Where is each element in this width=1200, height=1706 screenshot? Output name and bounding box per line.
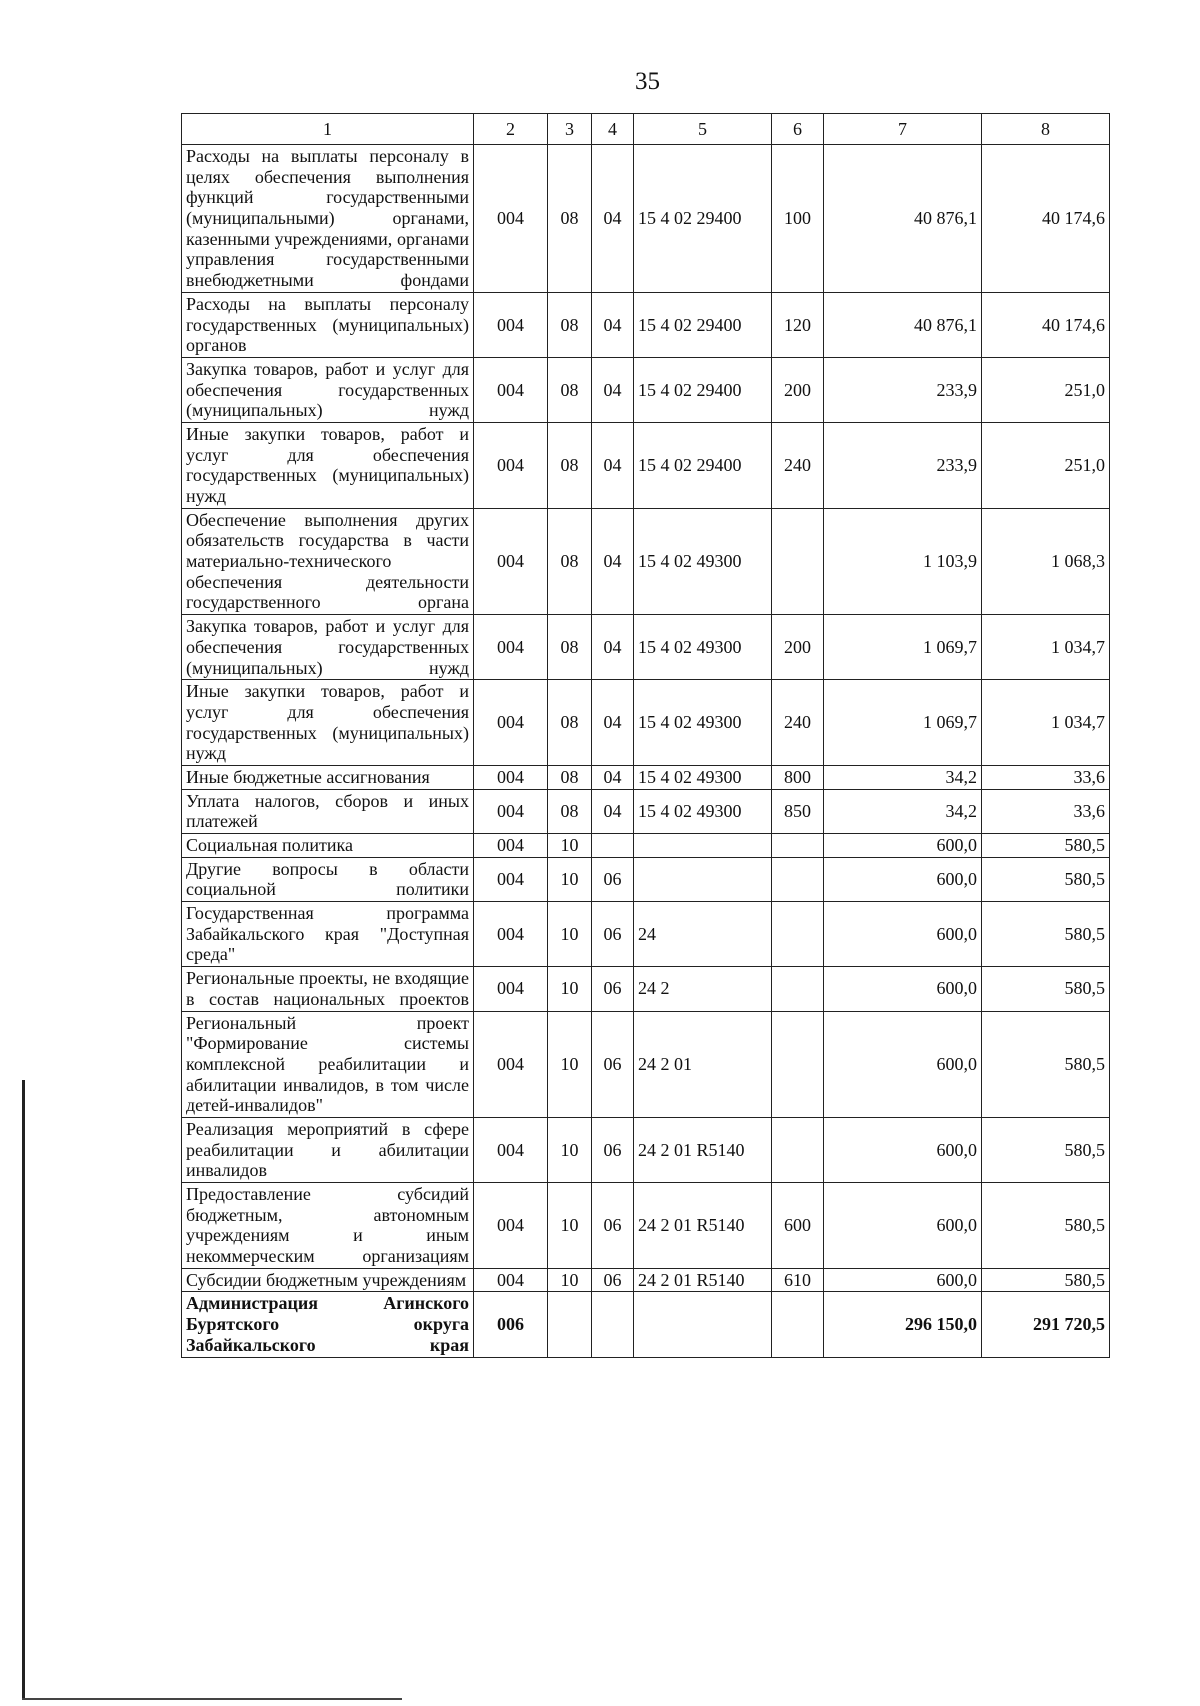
- amount-year2-cell: 580,5: [982, 967, 1110, 1011]
- subsection-code-cell: 04: [592, 292, 634, 357]
- target-article-cell: 15 4 02 29400: [634, 145, 772, 293]
- row-name-cell: Социальная политика: [182, 834, 474, 858]
- table-row: [182, 765, 1110, 789]
- table-row: [182, 902, 1110, 967]
- amount-year1-cell: 600,0: [824, 902, 982, 967]
- table-row: [182, 857, 1110, 901]
- target-article-cell: 15 4 02 49300: [634, 765, 772, 789]
- table-body: [182, 114, 1110, 1358]
- page-number: 35: [635, 68, 660, 95]
- target-article-cell: 15 4 02 29400: [634, 422, 772, 508]
- row-name-cell: Другие вопросы в области социальной политики: [182, 857, 474, 901]
- ministry-code-cell: 004: [474, 508, 548, 614]
- row-name-cell: Субсидии бюджетным учреждениям: [182, 1268, 474, 1292]
- header-cell: 5: [634, 114, 772, 145]
- row-name-cell: Обеспечение выполнения других обязательств государства в части материально-технического обеспечения деятельности государственного органа: [182, 508, 474, 614]
- subsection-code-cell: 06: [592, 1183, 634, 1269]
- table-row: [182, 1268, 1110, 1292]
- amount-year1-cell: 600,0: [824, 1117, 982, 1182]
- ministry-code-cell: 004: [474, 1011, 548, 1117]
- amount-year1-cell: 600,0: [824, 857, 982, 901]
- section-code-cell: 08: [548, 615, 592, 680]
- section-code-cell: 08: [548, 145, 592, 293]
- amount-year2-cell: 580,5: [982, 1117, 1110, 1182]
- section-code-cell: 08: [548, 508, 592, 614]
- table-row: [182, 292, 1110, 357]
- amount-year2-cell: 251,0: [982, 422, 1110, 508]
- subsection-code-cell: 06: [592, 1011, 634, 1117]
- header-cell: 3: [548, 114, 592, 145]
- subsection-code-cell: 04: [592, 357, 634, 422]
- expense-type-cell: 600: [772, 1183, 824, 1269]
- amount-year1-cell: 40 876,1: [824, 292, 982, 357]
- amount-year1-cell: 296 150,0: [824, 1292, 982, 1357]
- target-article-cell: 15 4 02 29400: [634, 292, 772, 357]
- subsection-code-cell: 04: [592, 680, 634, 766]
- section-code-cell: 10: [548, 967, 592, 1011]
- subsection-code-cell: 04: [592, 145, 634, 293]
- section-code-cell: 08: [548, 357, 592, 422]
- expense-type-cell: [772, 967, 824, 1011]
- section-code-cell: 10: [548, 902, 592, 967]
- amount-year2-cell: 1 034,7: [982, 615, 1110, 680]
- row-name-cell: Государственная программа Забайкальского края "Доступная среда": [182, 902, 474, 967]
- table-row: [182, 615, 1110, 680]
- row-name-cell: Региональный проект "Формирование системы комплексной реабилитации и абилитации инвалидов, в том числе детей-инвалидов": [182, 1011, 474, 1117]
- ministry-code-cell: 004: [474, 834, 548, 858]
- section-code-cell: 08: [548, 765, 592, 789]
- amount-year2-cell: 580,5: [982, 1268, 1110, 1292]
- header-row: [182, 114, 1110, 145]
- header-cell: 4: [592, 114, 634, 145]
- header-cell: 6: [772, 114, 824, 145]
- row-name-cell: Закупка товаров, работ и услуг для обеспечения государственных (муниципальных) нужд: [182, 357, 474, 422]
- section-code-cell: 08: [548, 292, 592, 357]
- header-cell: 8: [982, 114, 1110, 145]
- amount-year1-cell: 1 103,9: [824, 508, 982, 614]
- expense-type-cell: [772, 1011, 824, 1117]
- header-cell: 1: [182, 114, 474, 145]
- amount-year2-cell: 33,6: [982, 789, 1110, 833]
- amount-year1-cell: 233,9: [824, 422, 982, 508]
- target-article-cell: 24 2: [634, 967, 772, 1011]
- section-code-cell: [548, 1292, 592, 1357]
- target-article-cell: 24 2 01 R5140: [634, 1268, 772, 1292]
- expense-type-cell: [772, 902, 824, 967]
- row-name-cell: Предоставление субсидий бюджетным, автономным учреждениям и иным некоммерческим организациям: [182, 1183, 474, 1269]
- target-article-cell: 24: [634, 902, 772, 967]
- row-name-cell: Иные бюджетные ассигнования: [182, 765, 474, 789]
- amount-year1-cell: 233,9: [824, 357, 982, 422]
- subsection-code-cell: 06: [592, 967, 634, 1011]
- target-article-cell: 15 4 02 49300: [634, 615, 772, 680]
- ministry-code-cell: 004: [474, 145, 548, 293]
- expense-type-cell: 610: [772, 1268, 824, 1292]
- row-name-cell: Расходы на выплаты персоналу в целях обеспечения выполнения функций государственными (муниципальными) органами, казенными учреждениями, органами управления государственными внебюджетными фондами: [182, 145, 474, 293]
- section-code-cell: 10: [548, 834, 592, 858]
- ministry-code-cell: 004: [474, 357, 548, 422]
- expense-type-cell: 850: [772, 789, 824, 833]
- amount-year1-cell: 40 876,1: [824, 145, 982, 293]
- expense-type-cell: [772, 1292, 824, 1357]
- subsection-code-cell: 04: [592, 422, 634, 508]
- target-article-cell: 15 4 02 29400: [634, 357, 772, 422]
- table-row: [182, 789, 1110, 833]
- table-row: [182, 1292, 1110, 1357]
- expense-type-cell: 200: [772, 357, 824, 422]
- section-code-cell: 10: [548, 857, 592, 901]
- amount-year1-cell: 600,0: [824, 1183, 982, 1269]
- amount-year2-cell: 40 174,6: [982, 292, 1110, 357]
- ministry-code-cell: 004: [474, 967, 548, 1011]
- amount-year2-cell: 291 720,5: [982, 1292, 1110, 1357]
- ministry-code-cell: 004: [474, 857, 548, 901]
- amount-year2-cell: 580,5: [982, 834, 1110, 858]
- ministry-code-cell: 004: [474, 680, 548, 766]
- subsection-code-cell: 06: [592, 1268, 634, 1292]
- subsection-code-cell: [592, 834, 634, 858]
- section-code-cell: 10: [548, 1117, 592, 1182]
- expense-type-cell: 120: [772, 292, 824, 357]
- expense-type-cell: [772, 857, 824, 901]
- amount-year1-cell: 600,0: [824, 967, 982, 1011]
- budget-table: [181, 113, 1110, 1358]
- target-article-cell: 15 4 02 49300: [634, 508, 772, 614]
- table-row: [182, 508, 1110, 614]
- section-code-cell: 08: [548, 680, 592, 766]
- target-article-cell: 24 2 01: [634, 1011, 772, 1117]
- expense-type-cell: [772, 834, 824, 858]
- subsection-code-cell: 04: [592, 789, 634, 833]
- table-row: [182, 1011, 1110, 1117]
- ministry-code-cell: 004: [474, 1183, 548, 1269]
- ministry-code-cell: 004: [474, 1117, 548, 1182]
- ministry-code-cell: 004: [474, 1268, 548, 1292]
- scan-margin-line: [22, 1080, 25, 1700]
- table-row: [182, 680, 1110, 766]
- target-article-cell: 15 4 02 49300: [634, 789, 772, 833]
- amount-year1-cell: 1 069,7: [824, 680, 982, 766]
- amount-year1-cell: 34,2: [824, 765, 982, 789]
- expense-type-cell: 100: [772, 145, 824, 293]
- target-article-cell: 24 2 01 R5140: [634, 1183, 772, 1269]
- table-row: [182, 422, 1110, 508]
- amount-year2-cell: 580,5: [982, 902, 1110, 967]
- row-name-cell: Уплата налогов, сборов и иных платежей: [182, 789, 474, 833]
- section-code-cell: 10: [548, 1268, 592, 1292]
- table-row: [182, 1183, 1110, 1269]
- subsection-code-cell: 06: [592, 1117, 634, 1182]
- expense-type-cell: 240: [772, 680, 824, 766]
- amount-year2-cell: 1 068,3: [982, 508, 1110, 614]
- subsection-code-cell: [592, 1292, 634, 1357]
- ministry-code-cell: 006: [474, 1292, 548, 1357]
- section-code-cell: 08: [548, 789, 592, 833]
- target-article-cell: 24 2 01 R5140: [634, 1117, 772, 1182]
- amount-year1-cell: 34,2: [824, 789, 982, 833]
- amount-year2-cell: 251,0: [982, 357, 1110, 422]
- table-row: [182, 834, 1110, 858]
- section-code-cell: 08: [548, 422, 592, 508]
- amount-year1-cell: 1 069,7: [824, 615, 982, 680]
- scan-bottom-line: [22, 1698, 402, 1700]
- expense-type-cell: 240: [772, 422, 824, 508]
- amount-year2-cell: 1 034,7: [982, 680, 1110, 766]
- row-name-cell: Администрация Агинского Бурятского округа Забайкальского края: [182, 1292, 474, 1357]
- ministry-code-cell: 004: [474, 422, 548, 508]
- row-name-cell: Иные закупки товаров, работ и услуг для обеспечения государственных (муниципальных) нужд: [182, 680, 474, 766]
- amount-year2-cell: 40 174,6: [982, 145, 1110, 293]
- table-row: [182, 1117, 1110, 1182]
- ministry-code-cell: 004: [474, 765, 548, 789]
- row-name-cell: Закупка товаров, работ и услуг для обеспечения государственных (муниципальных) нужд: [182, 615, 474, 680]
- amount-year2-cell: 580,5: [982, 1011, 1110, 1117]
- section-code-cell: 10: [548, 1011, 592, 1117]
- row-name-cell: Региональные проекты, не входящие в состав национальных проектов: [182, 967, 474, 1011]
- target-article-cell: [634, 834, 772, 858]
- subsection-code-cell: 04: [592, 765, 634, 789]
- ministry-code-cell: 004: [474, 615, 548, 680]
- subsection-code-cell: 04: [592, 508, 634, 614]
- target-article-cell: 15 4 02 49300: [634, 680, 772, 766]
- table-row: [182, 357, 1110, 422]
- target-article-cell: [634, 1292, 772, 1357]
- expense-type-cell: [772, 508, 824, 614]
- amount-year2-cell: 580,5: [982, 1183, 1110, 1269]
- subsection-code-cell: 06: [592, 857, 634, 901]
- amount-year2-cell: 580,5: [982, 857, 1110, 901]
- row-name-cell: Иные закупки товаров, работ и услуг для обеспечения государственных (муниципальных) нужд: [182, 422, 474, 508]
- subsection-code-cell: 04: [592, 615, 634, 680]
- amount-year1-cell: 600,0: [824, 1011, 982, 1117]
- ministry-code-cell: 004: [474, 902, 548, 967]
- expense-type-cell: 200: [772, 615, 824, 680]
- target-article-cell: [634, 857, 772, 901]
- row-name-cell: Расходы на выплаты персоналу государственных (муниципальных) органов: [182, 292, 474, 357]
- table-row: [182, 967, 1110, 1011]
- ministry-code-cell: 004: [474, 789, 548, 833]
- expense-type-cell: [772, 1117, 824, 1182]
- amount-year1-cell: 600,0: [824, 1268, 982, 1292]
- section-code-cell: 10: [548, 1183, 592, 1269]
- ministry-code-cell: 004: [474, 292, 548, 357]
- table-row: [182, 145, 1110, 293]
- header-cell: 7: [824, 114, 982, 145]
- amount-year2-cell: 33,6: [982, 765, 1110, 789]
- header-cell: 2: [474, 114, 548, 145]
- amount-year1-cell: 600,0: [824, 834, 982, 858]
- subsection-code-cell: 06: [592, 902, 634, 967]
- expense-type-cell: 800: [772, 765, 824, 789]
- row-name-cell: Реализация мероприятий в сфере реабилитации и абилитации инвалидов: [182, 1117, 474, 1182]
